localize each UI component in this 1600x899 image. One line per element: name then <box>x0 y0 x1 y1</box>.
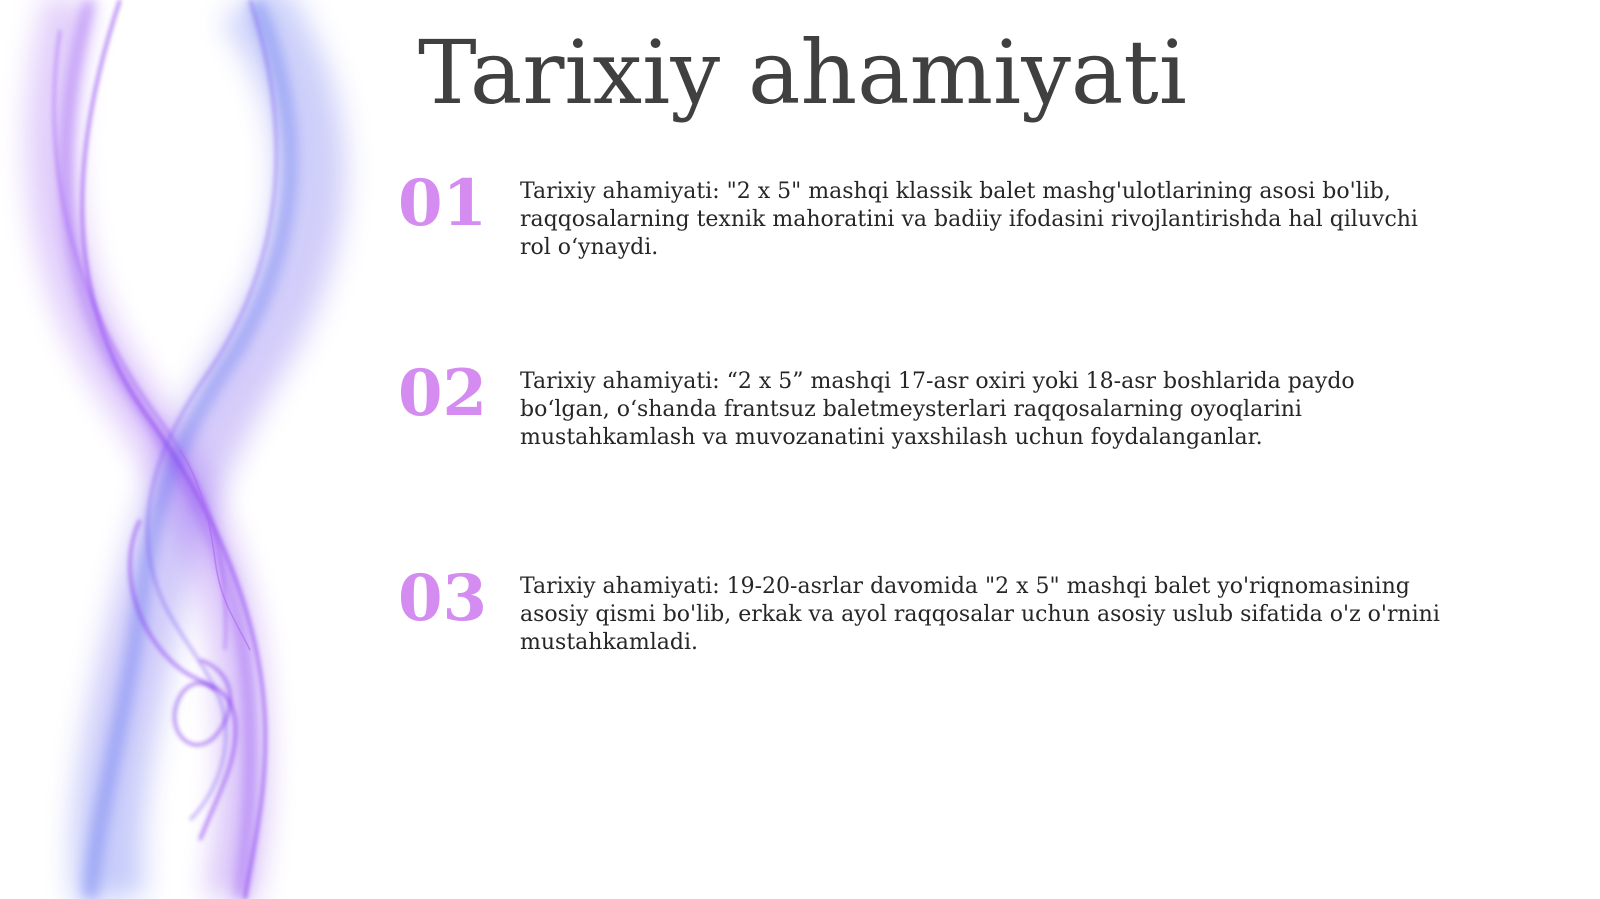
item-text: Tarixiy ahamiyati: 19-20-asrlar davomida "2 x 5" mashqi balet yo'riqnomasining asosiy qismi bo'lib, erkak va ayol raqqosalar uchun asosiy uslub sifatida o'z o'rnini mustahkamladi. <box>520 574 1440 655</box>
list-item <box>398 356 1458 482</box>
list-item <box>398 166 1458 292</box>
purple-smoke-swirl <box>0 0 400 899</box>
item-number: 02 <box>398 356 488 431</box>
item-number: 01 <box>398 166 488 241</box>
list-item <box>398 561 1458 687</box>
item-text: Tarixiy ahamiyati: "2 x 5" mashqi klassik balet mashg'ulotlarining asosi bo'lib, raqqosalarning texnik mahoratini va badiiy ifodasini rivojlantirishda hal qiluvchi rol o‘ynaydi. <box>520 179 1418 260</box>
item-text: Tarixiy ahamiyati: “2 x 5” mashqi 17-asr oxiri yoki 18-asr boshlarida paydo bo‘lgan, o‘shanda frantsuz baletmeysterlari raqqosalarning oyoqlarini mustahkamlash va muvozanatini yaxshilash uchun foydalanganlar. <box>520 369 1355 450</box>
slide-title: Tarixiy ahamiyati <box>418 21 1187 124</box>
item-number: 03 <box>398 561 488 636</box>
